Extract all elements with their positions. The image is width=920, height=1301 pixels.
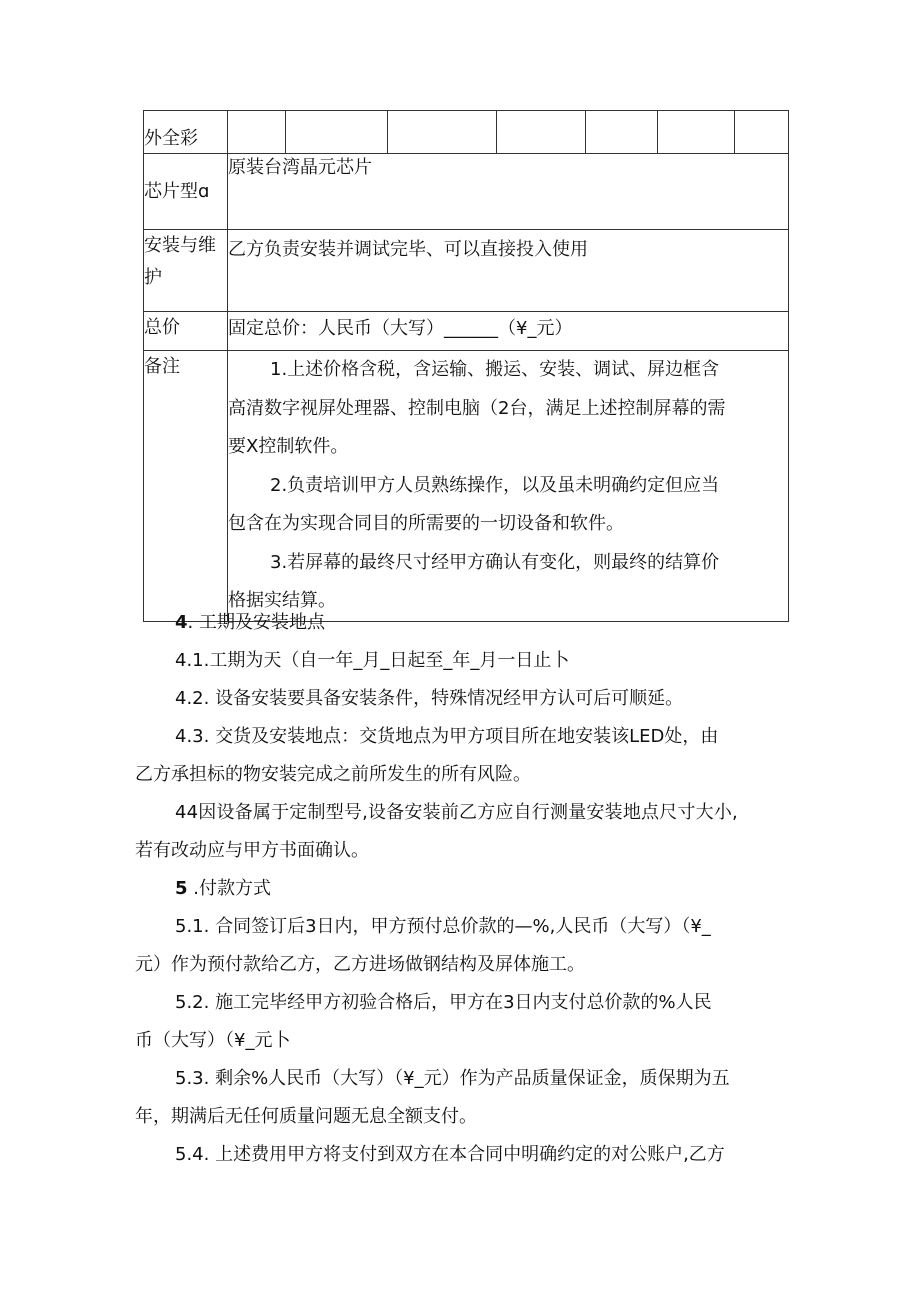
table-row [144, 154, 789, 230]
empty-cell [497, 111, 586, 154]
paragraph: 5.3. 剩余%人民币（大写）（¥_元）作为产品质量保证金，质保期为五 [175, 1068, 730, 1089]
contract-body [135, 604, 800, 1174]
row-label: 总价 [144, 312, 228, 351]
section-title: . 工期及安装地点 [187, 612, 325, 633]
empty-cell [586, 111, 658, 154]
note-line: 2.负责培训甲方人员熟练操作，以及虽未明确约定但应当 [270, 474, 720, 496]
paragraph: 5.2. 施工完毕经甲方初验合格后，甲方在3日内支付总价款的%人民 [175, 992, 712, 1013]
paragraph: 5.4. 上述费用甲方将支付到双方在本合同中明确约定的对公账户,乙方 [175, 1144, 725, 1165]
empty-cell [286, 111, 388, 154]
paragraph-continuation: 元）作为预付款给乙方，乙方进场做钢结构及屏体施工。 [135, 954, 585, 975]
row-label: 芯片型ɑ [144, 154, 228, 230]
section-number: 5 [175, 878, 188, 899]
paragraph-continuation: 若有改动应与甲方书面确认。 [135, 840, 369, 861]
spec-table [143, 110, 789, 622]
paragraph: 4.2. 设备安装要具备安装条件，特殊情况经甲方认可后可顺延。 [175, 688, 684, 709]
paragraph-continuation: 年，期满后无任何质量问题无息全额支付。 [135, 1106, 477, 1127]
table-row [144, 312, 789, 351]
row-label [144, 230, 228, 312]
empty-cell [388, 111, 497, 154]
note-line: 要X控制软件。 [228, 436, 349, 457]
note-line: 高清数字视屏处理器、控制电脑（2台，满足上述控制屏幕的需 [228, 397, 726, 419]
empty-cell [658, 111, 735, 154]
notes-cell [228, 351, 789, 622]
paragraph: 5.1. 合同签订后3日内，甲方预付总价款的—%,人民币（大写）（¥_ [175, 916, 711, 937]
row-label: 外全彩 [144, 111, 228, 154]
label-line: 安装与维 [144, 235, 216, 256]
paragraph: 4.3. 交货及安装地点：交货地点为甲方项目所在地安装该LED处，由 [175, 726, 719, 747]
note-line: 1.上述价格含税，含运输、搬运、安装、调试、屏边框含 [270, 359, 720, 380]
table-row [144, 230, 789, 312]
row-label: 备注 [144, 351, 228, 622]
paragraph-continuation: 乙方承担标的物安装完成之前所发生的所有风险。 [135, 764, 531, 785]
section-heading [135, 604, 800, 642]
empty-cell [735, 111, 789, 154]
section-heading [135, 870, 800, 908]
note-line: 3.若屏幕的最终尺寸经甲方确认有变化，则最终的结算价 [270, 551, 720, 573]
table-row [144, 111, 789, 154]
label-line: 护 [144, 267, 162, 288]
table-row [144, 351, 789, 622]
paragraph: 44因设备属于定制型号,设备安装前乙方应自行测量安装地点尺寸大小, [175, 802, 738, 823]
price-value: 固定总价：人民币（大写）______（¥_元） [228, 312, 789, 351]
paragraph: 4.1.工期为天（自一年_月_日起至_年_月一日止卜 [175, 650, 570, 671]
section-number: 4 [175, 612, 188, 633]
section-title: .付款方式 [187, 878, 271, 899]
chip-value: 原装台湾晶元芯片 [228, 154, 789, 230]
note-line: 包含在为实现合同目的所需要的一切设备和软件。 [228, 513, 624, 534]
paragraph-continuation: 币（大写）（¥_元卜 [135, 1030, 291, 1051]
note-line: 格据实结算。 [228, 590, 336, 611]
empty-cell [228, 111, 286, 154]
install-value: 乙方负责安装并调试完毕、可以直接投入使用 [228, 230, 789, 312]
